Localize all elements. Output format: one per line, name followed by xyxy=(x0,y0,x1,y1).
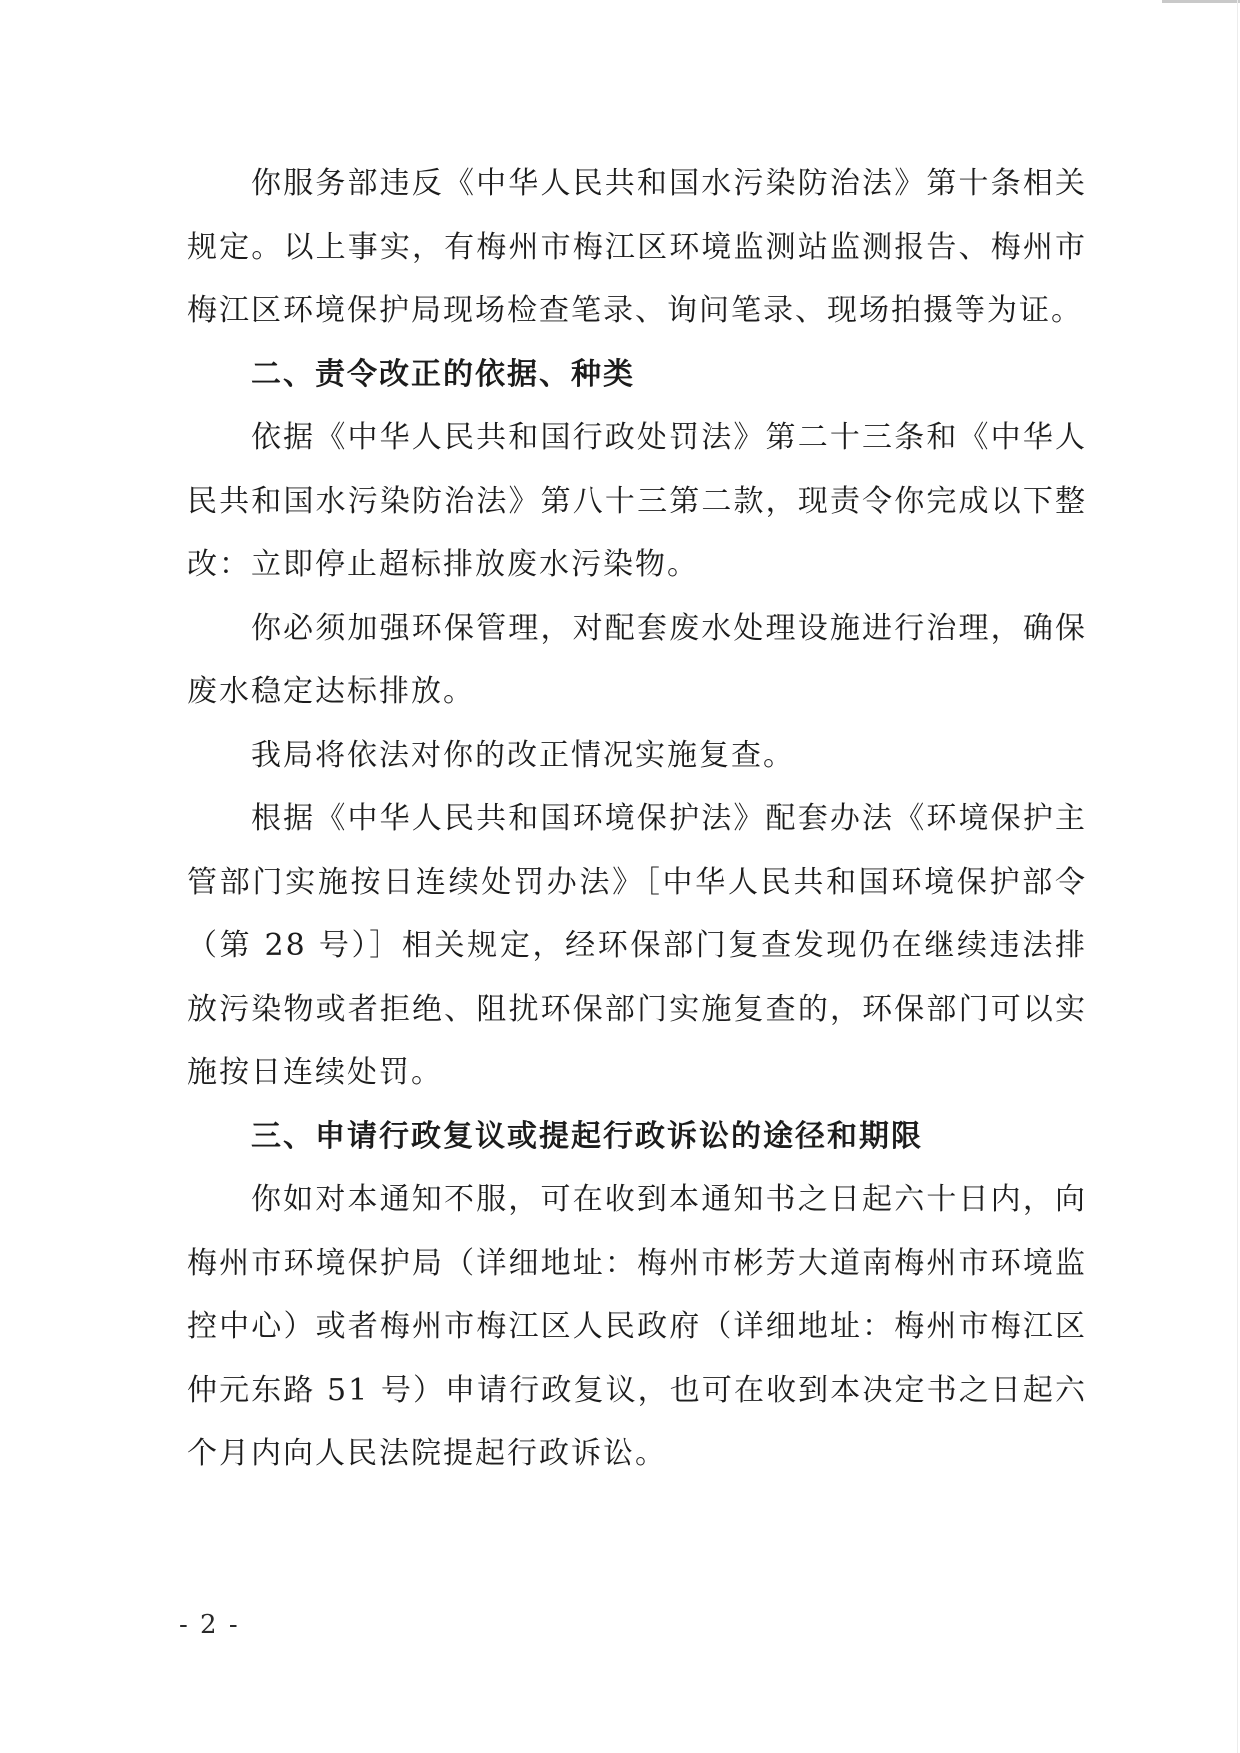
scan-edge-mark xyxy=(1162,0,1240,3)
page-number: - 2 - xyxy=(179,1610,240,1640)
paragraph-legal-basis: 依据《中华人民共和国行政处罚法》第二十三条和《中华人民共和国水污染防治法》第八十三第二款，现责令你完成以下整改：立即停止超标排放废水污染物。 xyxy=(187,420,1087,582)
section-heading-appeal: 三、申请行政复议或提起行政诉讼的途径和期限 xyxy=(251,1118,923,1154)
scan-edge-line xyxy=(1237,0,1238,1753)
section-heading-correction-basis: 二、责令改正的依据、种类 xyxy=(251,356,635,392)
paragraph-review-notice: 我局将依法对你的改正情况实施复查。 xyxy=(251,737,795,773)
document-body xyxy=(187,152,1087,1486)
paragraph-daily-penalty: 根据《中华人民共和国环境保护法》配套办法《环境保护主管部门实施按日连续处罚办法》［中华人民共和国环境保护部令（第 28 号）］相关规定，经环保部门复查发现仍在继续违法排放污染物或者拒绝、阻扰环保部门实施复查的，环保部门可以实施按日连续处罚。 xyxy=(187,801,1087,1090)
paragraph-appeal-details: 你如对本通知不服，可在收到本通知书之日起六十日内，向梅州市环境保护局（详细地址：梅州市彬芳大道南梅州市环境监控中心）或者梅州市梅江区人民政府（详细地址：梅州市梅江区仲元东路 51 号）申请行政复议，也可在收到本决定书之日起六个月内向人民法院提起行政诉讼。 xyxy=(187,1182,1087,1471)
paragraph-management-requirement: 你必须加强环保管理，对配套废水处理设施进行治理，确保废水稳定达标排放。 xyxy=(187,610,1087,709)
paragraph-violation-facts: 你服务部违反《中华人民共和国水污染防治法》第十条相关规定。以上事实，有梅州市梅江区环境监测站监测报告、梅州市梅江区环境保护局现场检查笔录、询问笔录、现场拍摄等为证。 xyxy=(187,166,1087,328)
